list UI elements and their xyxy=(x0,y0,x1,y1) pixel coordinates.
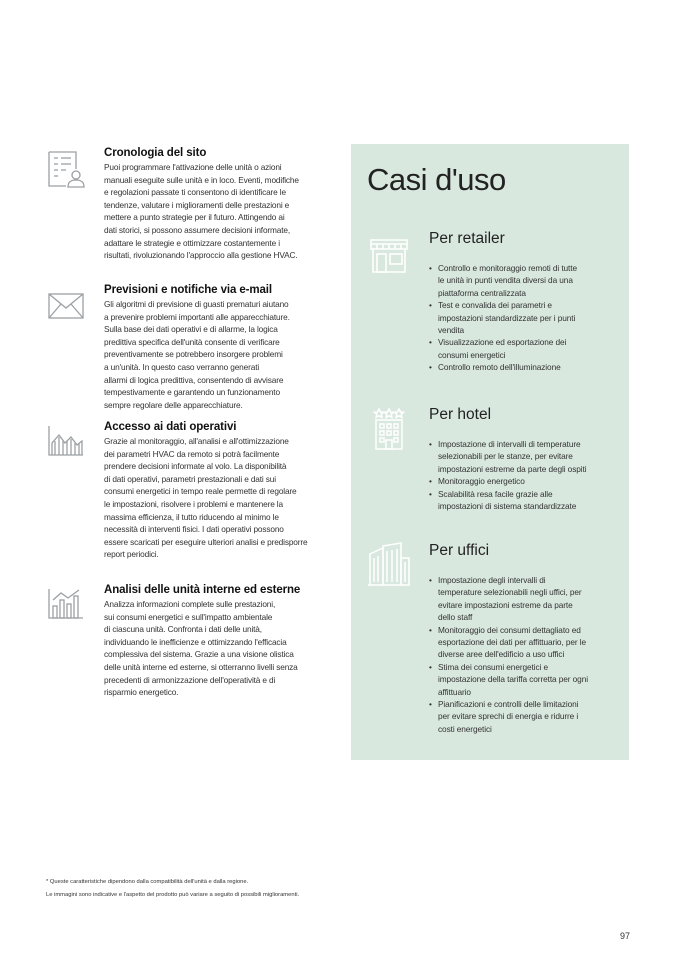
shop-icon xyxy=(367,230,411,274)
envelope-icon xyxy=(46,286,86,326)
area-chart-icon xyxy=(46,423,86,463)
list-item: • Impostazione degli intervalli di temperature selezionabili negli uffici, per evitare impostazioni estreme da parte dello staff xyxy=(429,574,619,624)
use-case-list xyxy=(429,438,619,512)
use-cases-title: Casi d'uso xyxy=(367,162,506,197)
use-case-list xyxy=(429,574,619,735)
feature-title: Accesso ai dati operativi xyxy=(104,421,237,433)
use-case-title: Per hotel xyxy=(429,406,492,423)
office-buildings-icon xyxy=(367,542,411,586)
feature-description: Gli algoritmi di previsione di guasti prematuri aiutano a prevenire problemi importanti alle apparecchiature. Sulla base dei dati operativi e di allarme, la logica predittiva specifica dell'unità consente di verificare preventivamente se potrebbero insorgere problemi a un'unità. In questo caso verranno generati allarmi di logica predittiva, consentendo di avvisare tempestivamente e garantendo un funzionamento sempre regolare delle apparecchiature. xyxy=(104,299,290,410)
hotel-icon xyxy=(367,406,411,450)
list-item: • Controllo remoto dell'illuminazione xyxy=(429,361,619,373)
list-item: • Monitoraggio dei consumi dettagliato ed esportazione dei dati per affittuario, per le diverse aree dell'edificio a uso uffici xyxy=(429,624,619,661)
use-case-list xyxy=(429,262,619,374)
bar-line-chart-icon xyxy=(46,586,86,626)
list-item: • Monitoraggio energetico xyxy=(429,475,619,487)
list-item: • Scalabilità resa facile grazie alle impostazioni di sistema standardizzate xyxy=(429,488,619,513)
use-case-title: Per retailer xyxy=(429,230,505,247)
list-item: • Pianificazioni e controlli delle limitazioni per evitare sprechi di energia e ridurre i costi energetici xyxy=(429,698,619,735)
list-item: • Test e convalida dei parametri e impostazioni standardizzate per i punti vendita xyxy=(429,299,619,336)
feature-title: Cronologia del sito xyxy=(104,147,207,159)
use-cases-panel xyxy=(351,144,629,760)
page-number: 97 xyxy=(619,931,630,941)
list-item: • Impostazione di intervalli di temperature selezionabili per le stanze, per evitare impostazioni estreme da parte degli ospiti xyxy=(429,438,619,475)
list-item: • Controllo e monitoraggio remoti di tutte le unità in punti vendita diversi da una piattaforma centralizzata xyxy=(429,262,619,299)
use-case-title: Per uffici xyxy=(429,542,490,559)
feature-title: Analisi delle unità interne ed esterne xyxy=(104,584,301,596)
list-item: • Visualizzazione ed esportazione dei consumi energetici xyxy=(429,336,619,361)
list-item: • Stima dei consumi energetici e impostazione della tariffa corretta per ogni affittuario xyxy=(429,661,619,698)
footnotes xyxy=(46,876,446,902)
feature-title: Previsioni e notifiche via e-mail xyxy=(104,284,272,296)
feature-description: Puoi programmare l'attivazione delle unità o azioni manuali eseguite sulle unità e in loco. Eventi, modifiche e regolazioni passate ti consentono di identificare le tendenze, valutare i miglioramenti delle prestazioni e mettere a punto strategie per il futuro. Attingendo ai dati storici, si possono assumere decisioni informate, adattare le strategie e ottimizzare costantemente i risultati, rivoluzionando l'approccio alla gestione HVAC. xyxy=(104,162,299,261)
report-person-icon xyxy=(46,149,86,189)
footnote-images: Le immagini sono indicative e l'aspetto del prodotto può variare a seguito di possibili miglioramenti. xyxy=(46,892,300,898)
feature-description: Grazie al monitoraggio, all'analisi e all'ottimizzazione dei parametri HVAC da remoto si potrà facilmente prendere decisioni informate al volo. La disponibilità di dati operativi, parametri prestazionali e dati sui consumi energetici in tempo reale permette di regolare le impostazioni, risolvere i problemi e mantenere la massima efficienza, il tutto riducendo al minimo le necessità di interventi fisici. I dati operativi possono essere scaricati per eseguire ulteriori analisi e predisporre report periodici. xyxy=(104,436,308,560)
feature-description: Analizza informazioni complete sulle prestazioni, sui consumi energetici e sull'impatto ambientale di ciascuna unità. Confronta i dati delle unità, individuando le inefficienze e ottimizzando l'efficacia complessiva del sistema. Grazie a una visione olistica delle unità interne ed esterne, si otterranno livelli senza precedenti di armonizzazione dell'operatività e di risparmio energetico. xyxy=(104,599,298,698)
footnote-compatibility: * Queste caratteristiche dipendono dalla compatibilità dell'unità e dalla regione. xyxy=(46,879,249,885)
